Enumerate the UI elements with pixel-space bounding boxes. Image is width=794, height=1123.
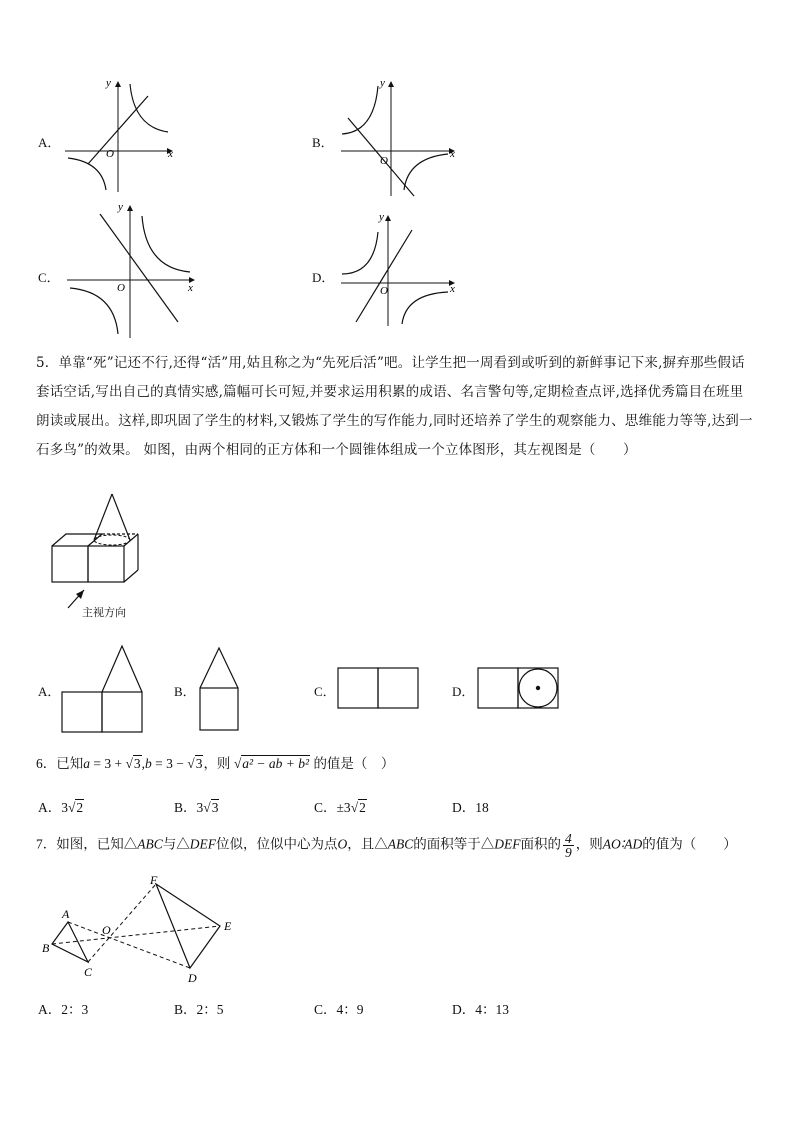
q6-option-a: A．3√2 [38, 800, 84, 815]
q7-fraction [563, 832, 574, 859]
q6-option-b-label: B． [174, 800, 197, 815]
q6-var-a: a [83, 756, 90, 771]
q4-a-x: x [168, 148, 173, 160]
q6-option-a-root: 2 [76, 800, 84, 815]
q4-b-x: x [450, 148, 455, 160]
q4-d-x: x [450, 283, 455, 295]
q7-text-c: 位似，位似中心为点 [216, 836, 338, 852]
q6-a-value: = 3 + [93, 756, 123, 771]
q6-stem: 6．已知a = 3 + √3,b = 3 − √3，则 √a² − ab + b² 的值是（ ） [36, 756, 395, 771]
q7-frac-num: 4 [565, 831, 572, 846]
q6-var-b: b [145, 756, 152, 771]
q7-text-f: 面积的 [520, 836, 561, 852]
q6-b-root: 3 [195, 756, 203, 771]
q7-text-g: ，则 [575, 836, 603, 852]
q7-o: O [337, 836, 348, 852]
q6-option-d [452, 796, 489, 816]
q5-option-b-label: B． [174, 684, 196, 699]
q7-point-d: D [188, 971, 197, 985]
q7-point-a: A [62, 907, 70, 921]
q7-abc: ABC [137, 836, 163, 852]
q7-text-d: ，且△ [347, 836, 388, 852]
q6-prefix: 6．已知 [36, 756, 84, 771]
q6-option-b-root: 3 [211, 800, 219, 815]
q5-figure-caption: 主视方向 [82, 606, 126, 619]
q4-graph-c [62, 196, 202, 340]
q6-option-c-coef: ±3 [336, 800, 351, 815]
q7-point-f: F [150, 873, 158, 887]
q7-text-e: 的面积等于△ [413, 836, 495, 852]
q4-d-origin: O [380, 285, 388, 297]
q4-option-d-label: D． [312, 270, 335, 285]
q5-solid-figure [48, 490, 158, 620]
q5-line-4: 石多鸟”的效果。 如图，由两个相同的正方体和一个圆锥体组成一个立体图形，其左视图是（ ） [36, 442, 637, 458]
q7-point-c: C [84, 965, 93, 979]
q6-comma: , [141, 756, 146, 771]
q4-option-a-label: A． [38, 135, 61, 150]
q4-graph-b [336, 72, 460, 198]
q5-line-3: 朗读或展出。这样,即巩固了学生的材料,又锻炼了学生的写作能力,同时还培养了学生的观察能力、思维能力等等,达到一 [36, 413, 753, 429]
q6-b-value: = 3 − [155, 756, 184, 771]
q7-point-b: B [42, 941, 50, 955]
q7-option-b: B．2：5 [174, 1002, 224, 1017]
q4-option-b-label: B． [312, 135, 334, 150]
q5-option-d-figure [476, 666, 560, 710]
q6-option-c: C．±3√2 [314, 800, 366, 815]
q6-option-d-value: 18 [475, 800, 489, 815]
q6-option-c-label: C． [314, 800, 337, 815]
q5-line-1: 5．单靠“死”记还不行,还得“活”用,姑且称之为“先死后活”吧。让学生把一周看到或听到的新鲜事记下来,摒弃那些假话 [36, 355, 745, 371]
q5-option-c-label: C． [314, 684, 336, 699]
q4-c-y: y [118, 201, 123, 213]
q6-suffix: 的值是（ ） [313, 756, 395, 771]
q4-a-origin: O [106, 148, 114, 160]
q4-graph-a [60, 72, 180, 194]
q7-def-2: DEF [494, 836, 521, 852]
q6-option-a-coef: 3 [61, 800, 68, 815]
q4-c-origin: O [117, 282, 125, 294]
q6-then: ，则 [203, 756, 231, 771]
q7-point-e: E [224, 919, 232, 933]
q4-d-y: y [379, 211, 384, 223]
q7-option-c: C．4：9 [314, 1002, 364, 1017]
q7-option-d: D．4：13 [452, 1002, 509, 1017]
q7-option-a: A．2：3 [38, 1002, 89, 1017]
q4-b-y: y [380, 77, 385, 89]
q5-stem [36, 349, 766, 465]
q5-option-d-label: D． [452, 684, 475, 699]
q4-graph-d [336, 210, 460, 328]
q7-frac-den: 9 [565, 845, 572, 860]
q7-ratio: AO∶AD [602, 836, 643, 852]
q6-option-b: B．3√3 [174, 800, 219, 815]
q7-abc-2: ABC [387, 836, 414, 852]
q5-option-a-figure [60, 644, 146, 736]
q7-def: DEF [189, 836, 216, 852]
q7-stem [36, 832, 737, 859]
q5-option-b-figure [198, 646, 242, 734]
q6-option-c-root: 2 [359, 800, 366, 815]
q4-a-y: y [106, 77, 111, 89]
q7-text-b: 与△ [162, 836, 190, 852]
q7-figure [38, 872, 242, 986]
q6-option-b-coef: 3 [196, 800, 204, 815]
q6-radicand: a² − ab + b² [242, 756, 310, 771]
q6-a-root: 3 [133, 756, 141, 771]
q7-text-h: 的值为（ ） [642, 836, 737, 852]
q6-option-d-label: D． [452, 800, 476, 815]
q5-option-c-figure [336, 666, 420, 710]
q6-option-a-label: A． [38, 800, 62, 815]
q7-text-a: 7．如图，已知△ [36, 836, 138, 852]
q5-option-a-label: A． [38, 684, 61, 699]
q7-point-o: O [102, 923, 111, 937]
q5-line-2: 套话空话,写出自己的真情实感,篇幅可长可短,并要求运用积累的成语、名言警句等,定期检查点评,选择优秀篇目在班里 [36, 384, 744, 400]
q4-b-origin: O [380, 155, 388, 167]
q4-c-x: x [188, 282, 193, 294]
q4-option-c-label: C． [38, 270, 60, 285]
